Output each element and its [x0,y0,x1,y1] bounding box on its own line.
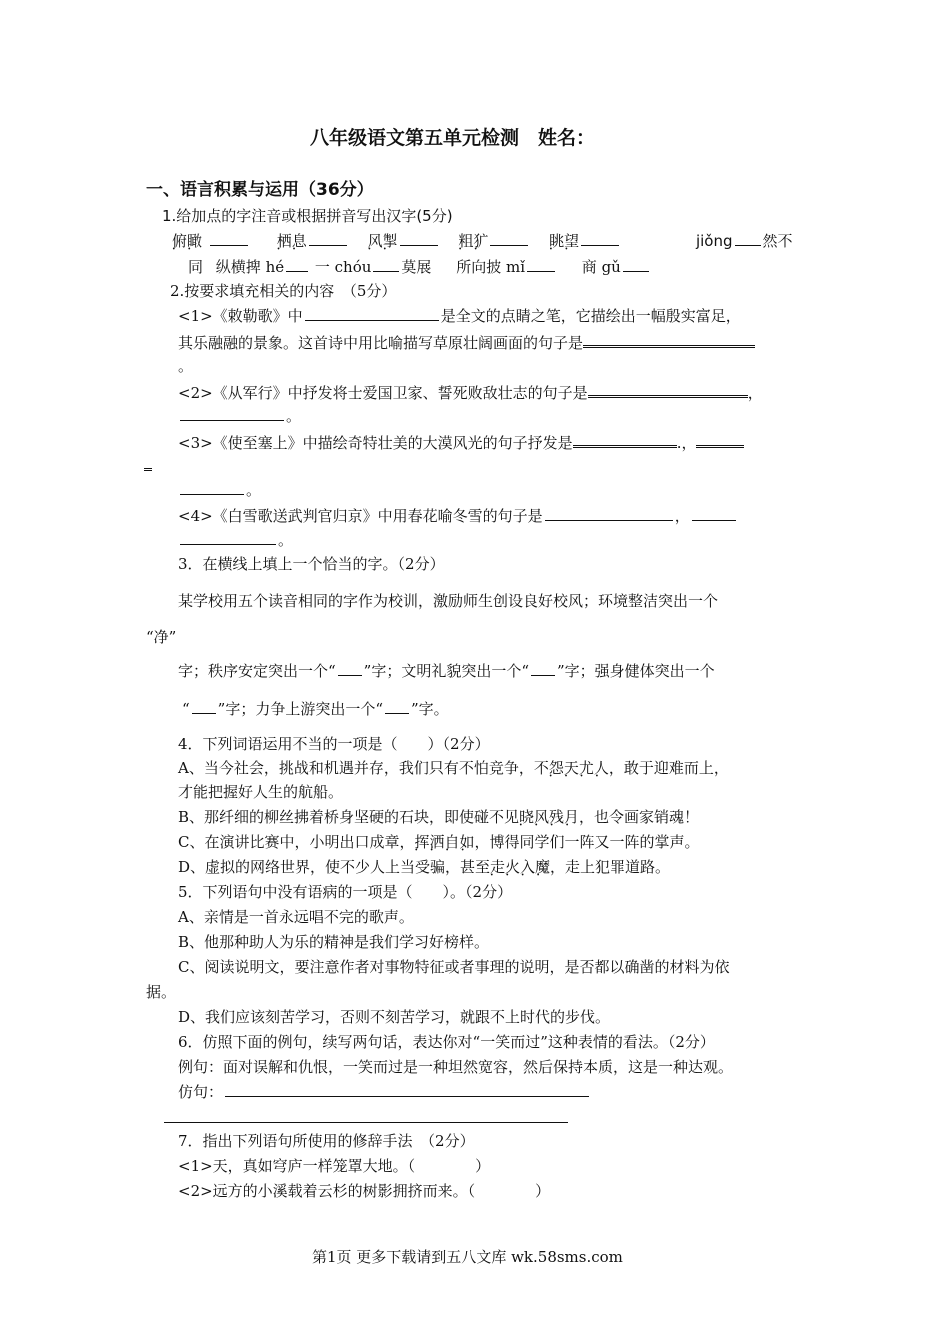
blank[interactable] [180,480,244,495]
option-d: D、虚拟的网络世界，使不少人上当受骗，甚至走火入魔 • • • •，走上犯罪道路。 [178,857,670,877]
question-2-prompt: 2.按要求填充相关的内容 （5分） [170,282,397,300]
question-1-row1 [172,231,793,251]
example-sentence: 例句：面对误解和仇恨，一笑而过是一种坦然宽容，然后保持本质，这是一种达观。 [178,1058,734,1076]
blank[interactable] [545,506,673,521]
blank[interactable] [623,257,649,272]
question-4-prompt: 4．下列词语运用不当的一项是（ ）（2分） [178,735,490,753]
blank[interactable] [573,431,677,448]
page-title: 八年级语文第五单元检测 姓名： [310,127,596,149]
answer-line[interactable] [164,1122,568,1123]
pinyin-word: 纵横捭 hé [215,258,285,276]
option-c: C、阅读说明文，要注意作者对事物特征或者事理的说明，是否都以确凿的材料为依 [178,958,730,976]
q2-line5: 。 [178,406,301,426]
blank[interactable] [531,661,555,676]
stray-mark [144,468,152,471]
imitation-line: 仿句： [178,1082,591,1102]
q2-line3: 。 [178,357,194,375]
option-b: B、那纤细的柳丝拂着桥身坚硬的石块，即使碰不见晓风残月 • • • •，也令画家销魂！ [178,807,699,827]
blank[interactable] [581,231,619,246]
word: 栖息 • • [277,231,307,251]
q2-line8: <4>《白雪歌送武判官归京》中用春花喻冬雪的句子是 ， [178,506,738,526]
blank[interactable] [225,1082,589,1097]
blank[interactable] [373,257,399,272]
q3-line1: 某学校用五个读音相同的字作为校训，激励师生创设良好校风；环境整洁突出一个 [178,592,719,610]
pinyin: jiǒng [695,232,733,250]
pinyin-word: 商 gǔ [581,258,621,276]
blank[interactable] [692,506,736,521]
option-d: D、我们应该刻苦学习，否则不刻苦学习，就跟不上时代的步伐。 [178,1008,611,1026]
question-6-prompt: 6．仿照下面的例句，续写两句话，表达你对“一笑而过”这种表情的看法。（2分） [178,1033,715,1051]
option-c: C、在演讲比赛中，小明出口成章，挥洒自如 • • • •，博得同学们一阵又一阵的掌声。 [178,832,700,852]
word: 粗犷 • • [458,231,488,251]
blank[interactable] [735,231,761,246]
option-a: A、亲情是一首永远唱不完的歌声。 [178,908,414,926]
word: 俯瞰 • • [172,231,208,251]
pinyin-word: 一 chóu [314,258,372,276]
blank[interactable] [210,231,248,246]
page-footer: 第1页 更多下载请到五八文库 wk.58sms.com [312,1248,623,1266]
blank[interactable] [180,530,276,545]
word: 莫展 [401,258,432,276]
question-3-prompt: 3．在横线上填上一个恰当的字。（2分） [178,555,445,573]
q3-line2: “净” [146,628,177,646]
question-1-prompt: 1.给加点的字注音或根据拼音写出汉字(5分) [162,207,453,225]
blank[interactable] [385,699,409,714]
blank[interactable] [527,257,555,272]
option-c-cont: 据。 [146,983,177,1001]
option-a-cont: 才能把握好人生的航船。 [178,783,344,801]
blank[interactable] [192,699,216,714]
q2-line6: <3>《使至塞上》中描绘奇特壮美的大漠风光的句子抒发是 .， [178,431,744,453]
option-a: A、当今社会，挑战和机遇并存，我们只有不怕竞争，不怨天尤人 • • • •，敢于迎难而上， [178,758,729,778]
blank[interactable] [286,257,308,272]
blank[interactable] [309,231,347,246]
word: 风掣 • • [368,231,398,251]
q2-line2: 其乐融融的景象。这首诗中用比喻描写草原壮阔画面的句子是 [178,331,755,353]
blank[interactable] [338,661,362,676]
question-7-prompt: 7．指出下列语句所使用的修辞手法 （2分） [178,1132,475,1150]
blank[interactable] [180,406,284,421]
blank[interactable] [696,431,744,448]
q2-line4: <2>《从军行》中抒发将士爱国卫家、誓死败敌壮志的句子是 ， [178,381,763,403]
blank[interactable] [588,381,748,398]
blank[interactable] [305,306,439,321]
q2-line1: <1>《敕勒歌》中 是全文的点睛之笔，它描绘出一幅殷实富足， [178,307,741,325]
word: 然不 [762,232,793,250]
q2-line7: 。 [178,480,261,500]
question-5-prompt: 5．下列语句中没有语病的一项是（ ）。（2分） [178,883,513,901]
q7-item2: <2>远方的小溪载着云杉的树影拥挤而来。（ ） [178,1182,551,1200]
section-heading: 一、语言积累与运用（36分） [146,180,374,200]
option-b: B、他那种助人为乐的精神是我们学习好榜样。 [178,933,490,951]
question-1-row2 [188,257,651,277]
word: 眺望 • • [549,231,579,251]
q3-line3: 字；秩序安定突出一个“ ”字；文明礼貌突出一个“ ”字；强身健体突出一个 [178,662,715,680]
word: 同 [188,258,204,276]
q7-item1: <1>天，真如穹庐一样笼罩大地。（ ） [178,1157,491,1175]
blank[interactable] [583,331,755,348]
q2-line9: 。 [178,530,293,550]
blank[interactable] [490,231,528,246]
q3-line4: “ ”字；力争上游突出一个“ ”字。 [182,700,449,718]
blank[interactable] [400,231,438,246]
pinyin-word: 所向披 mǐ [456,258,526,276]
